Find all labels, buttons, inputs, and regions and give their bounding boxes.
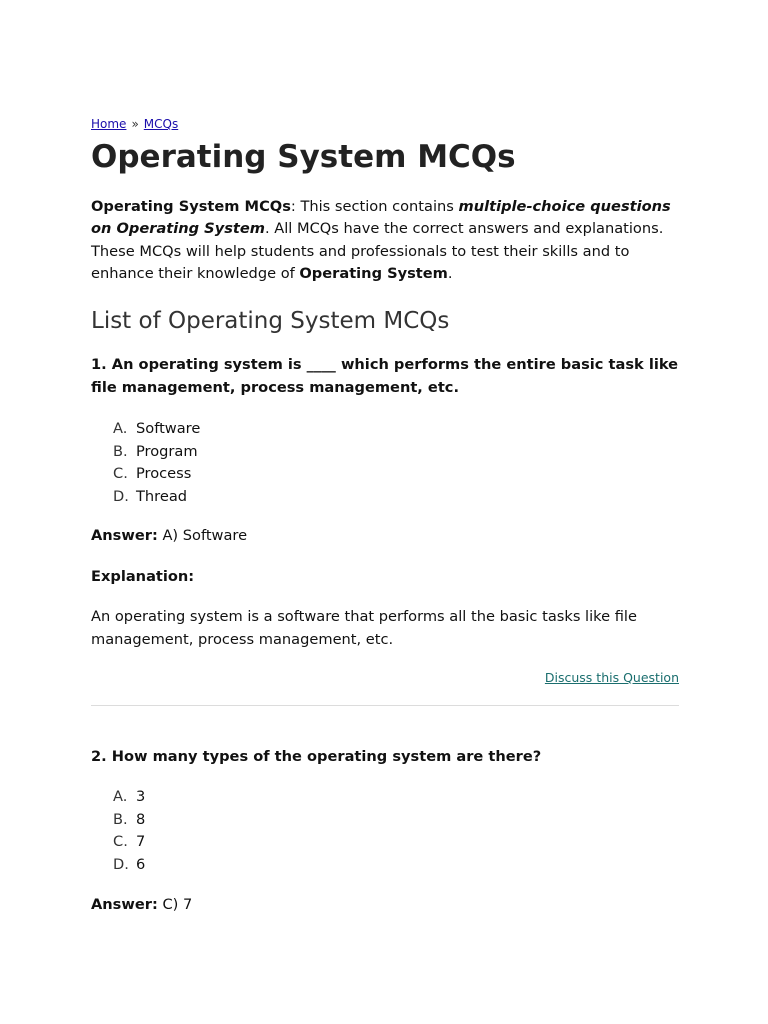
question-2-option-d[interactable] bbox=[91, 854, 145, 877]
question-1-explanation-label: Explanation: bbox=[91, 568, 195, 585]
breadcrumb-mcqs-link[interactable]: MCQs bbox=[143, 117, 179, 131]
question-1-answer bbox=[91, 525, 247, 547]
page-title: Operating System MCQs bbox=[91, 139, 516, 175]
question-2-answer bbox=[91, 894, 192, 916]
option-text: 8 bbox=[136, 810, 146, 828]
question-2-title: 2. How many types of the operating system are there? bbox=[91, 748, 542, 765]
option-letter: D. bbox=[113, 487, 129, 505]
intro-paragraph bbox=[91, 196, 679, 285]
question-2-option-b[interactable] bbox=[91, 809, 145, 832]
option-letter: B. bbox=[113, 810, 128, 828]
question-1-option-b[interactable] bbox=[91, 441, 200, 464]
question-1-option-a[interactable] bbox=[91, 418, 200, 441]
intro-text-3: . bbox=[447, 264, 453, 282]
option-text: Program bbox=[136, 442, 198, 460]
option-text: 3 bbox=[136, 788, 146, 805]
question-2-options bbox=[91, 786, 145, 876]
intro-lead: Operating System MCQs bbox=[91, 198, 291, 215]
question-1-title: 1. An operating system is ____ which performs the entire basic task like file management, process management, etc. bbox=[91, 356, 679, 396]
answer-label: Answer: bbox=[91, 896, 158, 913]
answer-label: Answer: bbox=[91, 527, 158, 544]
option-letter: A. bbox=[113, 788, 128, 805]
question-2-option-a[interactable] bbox=[91, 786, 145, 809]
breadcrumb-home-link[interactable]: Home bbox=[91, 117, 127, 131]
option-letter: A. bbox=[113, 420, 128, 437]
question-1-explanation: An operating system is a software that performs all the basic tasks like file management, process management, etc. bbox=[91, 608, 637, 648]
intro-emphasis: multiple-choice questions on Operating System bbox=[91, 198, 671, 238]
discuss-question-link[interactable]: Discuss this Question bbox=[544, 670, 679, 685]
option-text: 7 bbox=[136, 833, 146, 850]
option-letter: C. bbox=[113, 465, 128, 482]
answer-value: A) Software bbox=[162, 527, 248, 544]
intro-text-2: . All MCQs have the correct answers and explanations. These MCQs will help students and professionals to test their skills and to enhance their knowledge of bbox=[91, 220, 664, 282]
question-divider bbox=[91, 705, 679, 706]
answer-value: C) 7 bbox=[162, 896, 193, 913]
option-text: 6 bbox=[136, 855, 146, 873]
question-1-option-d[interactable] bbox=[91, 486, 200, 509]
option-letter: D. bbox=[113, 855, 129, 873]
question-2-option-c[interactable] bbox=[91, 831, 145, 854]
option-text: Process bbox=[136, 465, 192, 482]
option-letter: B. bbox=[113, 442, 128, 460]
option-text: Thread bbox=[136, 487, 188, 505]
option-text: Software bbox=[136, 420, 201, 437]
question-1-option-c[interactable] bbox=[91, 463, 200, 486]
intro-text-1: : This section contains bbox=[290, 198, 459, 215]
option-letter: C. bbox=[113, 833, 128, 850]
question-1-options bbox=[91, 418, 200, 508]
breadcrumb-separator: » bbox=[131, 117, 139, 131]
breadcrumb bbox=[91, 116, 178, 132]
list-heading: List of Operating System MCQs bbox=[91, 308, 450, 334]
intro-topic: Operating System bbox=[299, 264, 448, 282]
